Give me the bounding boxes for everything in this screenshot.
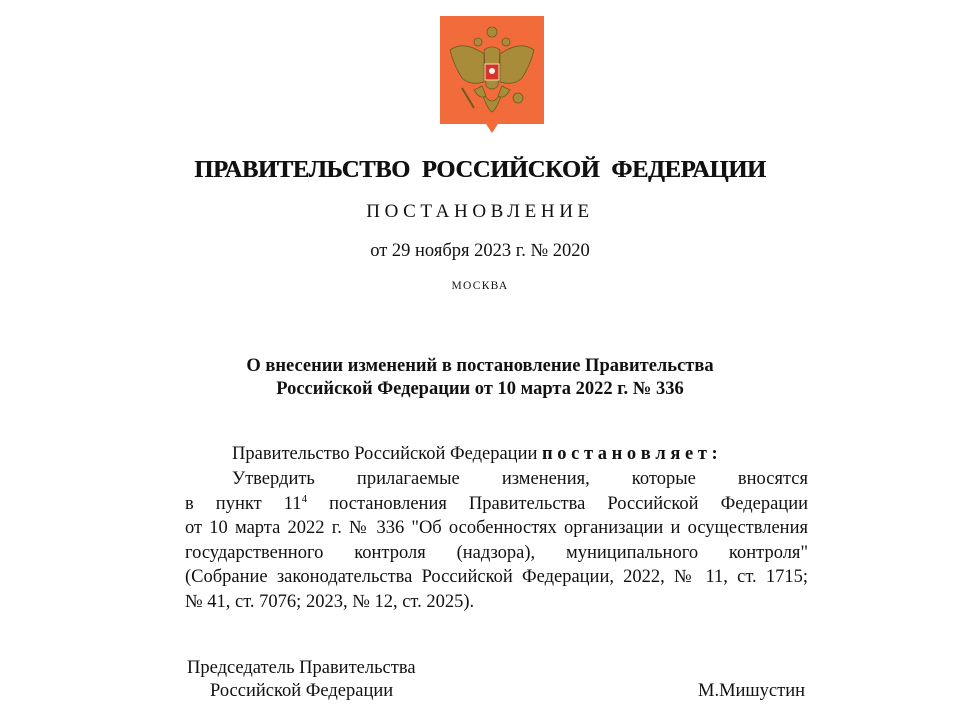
- signatory-position-line-2: Российской Федерации: [210, 681, 394, 701]
- body-line: № 41, ст. 7076; 2023, № 12, ст. 2025).: [185, 592, 475, 612]
- superscript: 4: [301, 493, 308, 505]
- signatory-name: М.Мишустин: [698, 681, 806, 701]
- body-line: государственного контроля (надзора), муниципального контроля": [185, 543, 808, 563]
- body-text: в пункт 11: [185, 494, 302, 514]
- intro-line: [232, 444, 808, 468]
- intro-decrees: п о с т а н о в л я е т :: [542, 444, 718, 464]
- signatory-position-line-1: Председатель Правительства: [187, 658, 416, 678]
- government-title: ПРАВИТЕЛЬСТВО РОССИЙСКОЙ ФЕДЕРАЦИИ: [194, 156, 766, 183]
- decree-city: МОСКВА: [451, 280, 509, 292]
- coat-of-arms-emblem: [440, 16, 544, 134]
- body-line: Утвердить прилагаемые изменения, которые вносятся: [232, 469, 808, 489]
- decree-date-number: от 29 ноября 2023 г. № 2020: [370, 241, 590, 261]
- decree-type: ПОСТАНОВЛЕНИЕ: [366, 201, 594, 222]
- body-line: [185, 494, 808, 518]
- body-line: (Собрание законодательства Российской Федерации, 2022, № 11, ст. 1715;: [185, 567, 808, 587]
- subject-line-1: О внесении изменений в постановление Правительства: [246, 356, 714, 376]
- body-text: постановления Правительства Российской Федерации: [307, 494, 809, 514]
- intro-text: Правительство Российской Федерации: [232, 444, 538, 464]
- body-line: от 10 марта 2022 г. № 336 "Об особенностях организации и осуществления: [185, 518, 808, 538]
- subject-line-2: Российской Федерации от 10 марта 2022 г. № 336: [276, 379, 684, 399]
